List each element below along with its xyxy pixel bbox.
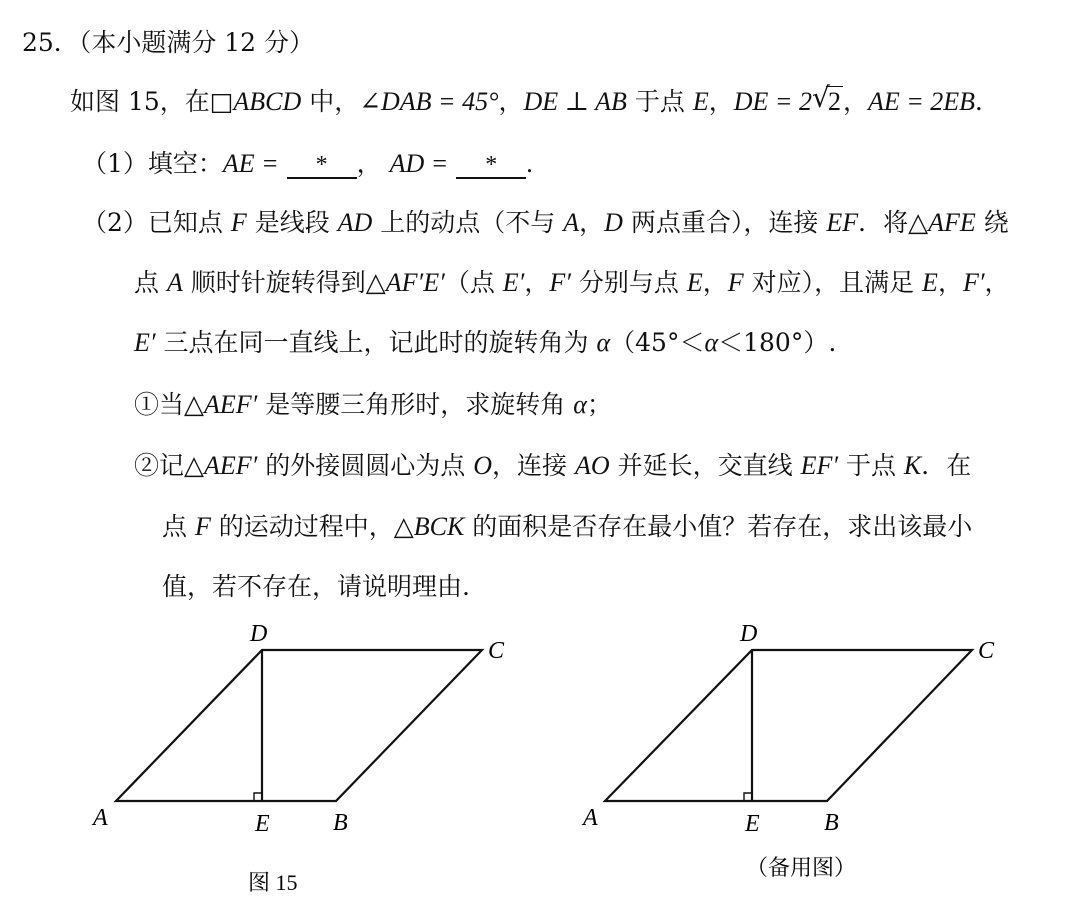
parallelogram-symbol: □ bbox=[209, 87, 234, 116]
part1-ae: AE = bbox=[222, 149, 279, 178]
parallelogram-name: ABCD bbox=[233, 87, 302, 116]
text: 的面积是否存在最小值？若存在，求出该最小 bbox=[464, 512, 973, 541]
point-f: F bbox=[230, 208, 247, 237]
label-a: A bbox=[583, 805, 598, 831]
point-a: A bbox=[563, 208, 580, 237]
text: ， bbox=[524, 268, 550, 297]
stem-text: ， bbox=[498, 87, 524, 116]
text: （45°＜ bbox=[610, 328, 705, 357]
triangle-aef-prime: △AEF′ bbox=[184, 390, 258, 419]
text: 绕 bbox=[975, 208, 1009, 237]
text: 分别与点 bbox=[570, 268, 687, 297]
problem-title: （本小题满分 12 分） bbox=[78, 28, 315, 57]
part1-end: . bbox=[526, 149, 533, 178]
text: 是等腰三角形时，求旋转角 bbox=[257, 390, 574, 419]
text: ； bbox=[586, 390, 612, 419]
point-f: F bbox=[727, 268, 744, 297]
label-b: B bbox=[333, 810, 348, 836]
text: 于点 bbox=[838, 451, 904, 480]
point-f: F bbox=[194, 512, 211, 541]
figure-backup bbox=[581, 621, 995, 880]
stem-text: 于点 bbox=[626, 87, 693, 116]
text: 对应），且满足 bbox=[743, 268, 923, 297]
text: ，连接 bbox=[492, 451, 575, 480]
text: 顺时针旋转得到 bbox=[182, 268, 366, 297]
figure-caption: （备用图） bbox=[746, 855, 857, 880]
answer-blank-ae[interactable]: * bbox=[287, 153, 357, 179]
sqrt-sign: √ bbox=[811, 81, 830, 114]
text: ①当 bbox=[134, 390, 185, 419]
line-ef-prime: EF′ bbox=[800, 451, 839, 480]
text: 的外接圆圆心为点 bbox=[257, 451, 474, 480]
text: （2）已知点 bbox=[82, 208, 231, 237]
part1-sep: ， bbox=[356, 149, 382, 178]
point-e: E bbox=[692, 87, 709, 116]
text: 三点在同一直线上，记此时的旋转角为 bbox=[155, 328, 597, 357]
segment-ef: EF bbox=[826, 208, 859, 237]
text: ．将 bbox=[858, 208, 909, 237]
point-e-prime: E′ bbox=[502, 268, 525, 297]
sqrt-radicand: 2 bbox=[827, 87, 841, 116]
parallelogram-abcd bbox=[605, 650, 972, 801]
stem-text: ， bbox=[842, 87, 868, 116]
answer-blank-ad[interactable]: * bbox=[456, 153, 526, 179]
text: 上的动点（不与 bbox=[372, 208, 564, 237]
text: 两点重合），连接 bbox=[622, 208, 827, 237]
triangle-af-e-prime: △AF′E′ bbox=[365, 268, 445, 297]
point-o: O bbox=[473, 451, 493, 480]
ae-ratio: AE = 2EB bbox=[867, 87, 976, 116]
text: ＜180°）. bbox=[718, 328, 837, 357]
label-e: E bbox=[255, 811, 270, 837]
point-k: K bbox=[903, 451, 922, 480]
parallelogram-abcd bbox=[116, 650, 482, 801]
figure-caption: 图 15 bbox=[248, 870, 298, 895]
point-e-prime: E′ bbox=[134, 328, 156, 357]
text: 点 bbox=[134, 268, 167, 297]
point-e: E bbox=[922, 268, 938, 297]
stem-text: 中， bbox=[301, 87, 360, 116]
alpha-symbol: α bbox=[573, 390, 587, 419]
segment-ao: AO bbox=[574, 451, 610, 480]
text: ， bbox=[579, 208, 605, 237]
text: ， bbox=[702, 268, 728, 297]
label-c: C bbox=[488, 638, 505, 664]
triangle-bck: △BCK bbox=[393, 512, 465, 541]
part1-ad: AD = bbox=[389, 149, 449, 178]
label-d: D bbox=[250, 621, 268, 647]
stem-text: 如图 15，在 bbox=[70, 87, 210, 116]
alpha-symbol: α bbox=[596, 328, 611, 357]
de-length: DE = 2 bbox=[733, 87, 812, 116]
point-e: E bbox=[686, 268, 703, 297]
stem-text: ． bbox=[975, 87, 1001, 116]
part1-label: （1）填空： bbox=[82, 149, 223, 178]
point-f-prime: F′ bbox=[549, 268, 571, 297]
label-b: B bbox=[824, 810, 839, 836]
text: 点 bbox=[162, 512, 195, 541]
right-angle-mark bbox=[744, 793, 752, 801]
triangle-aef-prime: △AEF′ bbox=[184, 451, 258, 480]
triangle-afe: △AFE bbox=[908, 208, 976, 237]
text: ．在 bbox=[921, 451, 972, 480]
point-a: A bbox=[166, 268, 183, 297]
segment-ad: AD bbox=[337, 208, 373, 237]
problem-number: 25． bbox=[22, 28, 79, 57]
perpendicular-condition: DE ⊥ AB bbox=[523, 87, 627, 116]
alpha-symbol: α bbox=[704, 328, 719, 357]
angle-condition: ∠DAB = 45° bbox=[359, 87, 499, 116]
point-f-prime: F′ bbox=[962, 268, 985, 297]
label-c: C bbox=[978, 638, 995, 664]
text: ②记 bbox=[134, 451, 185, 480]
text: ， bbox=[984, 268, 1010, 297]
text: 并延长，交直线 bbox=[609, 451, 801, 480]
label-a: A bbox=[93, 805, 108, 831]
text: 值，若不存在，请说明理由. bbox=[162, 572, 470, 601]
text: 是线段 bbox=[246, 208, 338, 237]
label-e: E bbox=[745, 811, 760, 837]
right-angle-mark bbox=[254, 793, 262, 801]
text: ， bbox=[937, 268, 963, 297]
text: （点 bbox=[444, 268, 503, 297]
stem-text: ， bbox=[708, 87, 734, 116]
figure-15 bbox=[91, 621, 505, 895]
point-d: D bbox=[604, 208, 623, 237]
label-d: D bbox=[740, 621, 758, 647]
text: 的运动过程中， bbox=[210, 512, 394, 541]
